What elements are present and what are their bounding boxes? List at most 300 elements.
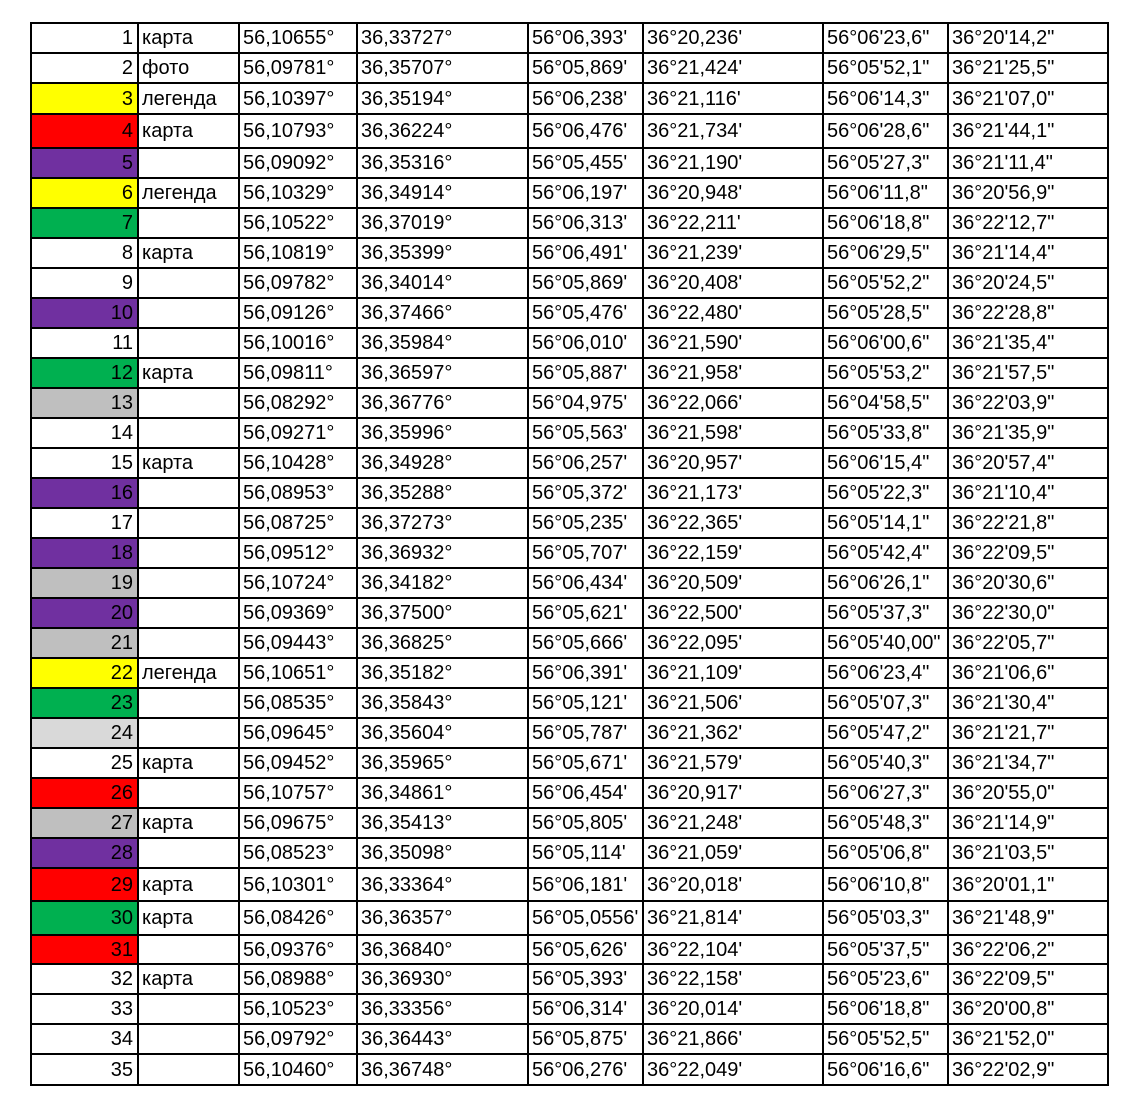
label-cell[interactable]: фото [138,53,239,83]
latitude-dms-cell[interactable]: 56°06'16,6" [823,1054,948,1085]
latitude-decimal-cell[interactable]: 56,10757° [239,778,357,808]
latitude-decimal-cell[interactable]: 56,09512° [239,538,357,568]
latitude-dm-cell[interactable]: 56°06,181' [528,868,643,901]
latitude-decimal-cell[interactable]: 56,10016° [239,328,357,358]
latitude-dms-cell[interactable]: 56°04'58,5" [823,388,948,418]
longitude-decimal-cell[interactable]: 36,35413° [357,808,528,838]
table-row [31,901,1108,935]
longitude-decimal-cell[interactable]: 36,34928° [357,448,528,478]
latitude-decimal-cell[interactable]: 56,09369° [239,598,357,628]
label-cell[interactable]: карта [138,358,239,388]
row-number-cell[interactable]: 7 [31,208,138,238]
longitude-dms-cell[interactable]: 36°22'21,8" [948,508,1108,538]
longitude-dms-cell[interactable]: 36°22'03,9" [948,388,1108,418]
longitude-dm-cell[interactable]: 36°20,917' [643,778,823,808]
longitude-dm-cell[interactable]: 36°22,500' [643,598,823,628]
latitude-dms-cell[interactable]: 56°05'52,1" [823,53,948,83]
row-number-cell[interactable]: 19 [31,568,138,598]
latitude-dm-cell[interactable]: 56°05,671' [528,748,643,778]
label-cell[interactable] [138,718,239,748]
latitude-decimal-cell[interactable]: 56,09126° [239,298,357,328]
longitude-decimal-cell[interactable]: 36,35707° [357,53,528,83]
latitude-decimal-cell[interactable]: 56,10460° [239,1054,357,1085]
row-number-cell[interactable]: 31 [31,935,138,964]
latitude-dms-cell[interactable]: 56°05'40,3" [823,748,948,778]
latitude-dms-cell[interactable]: 56°06'26,1" [823,568,948,598]
longitude-dms-cell[interactable]: 36°21'57,5" [948,358,1108,388]
longitude-decimal-cell[interactable]: 36,35843° [357,688,528,718]
latitude-decimal-cell[interactable]: 56,10724° [239,568,357,598]
row-number-cell[interactable]: 32 [31,964,138,994]
latitude-dm-cell[interactable]: 56°05,563' [528,418,643,448]
latitude-decimal-cell[interactable]: 56,08725° [239,508,357,538]
longitude-dm-cell[interactable]: 36°20,236' [643,23,823,53]
latitude-decimal-cell[interactable]: 56,10523° [239,994,357,1024]
label-cell[interactable]: легенда [138,178,239,208]
table-row [31,628,1108,658]
latitude-dms-cell[interactable]: 56°05'48,3" [823,808,948,838]
table-row [31,598,1108,628]
longitude-dm-cell[interactable]: 36°22,104' [643,935,823,964]
longitude-dm-cell[interactable]: 36°22,095' [643,628,823,658]
longitude-dm-cell[interactable]: 36°21,814' [643,901,823,935]
latitude-dm-cell[interactable]: 56°06,197' [528,178,643,208]
longitude-dms-cell[interactable]: 36°22'02,9" [948,1054,1108,1085]
row-number-cell[interactable]: 6 [31,178,138,208]
longitude-dms-cell[interactable]: 36°20'56,9" [948,178,1108,208]
row-number-cell[interactable]: 22 [31,658,138,688]
latitude-decimal-cell[interactable]: 56,08953° [239,478,357,508]
latitude-dm-cell[interactable]: 56°05,114' [528,838,643,868]
table-row [31,508,1108,538]
latitude-dms-cell[interactable]: 56°05'27,3" [823,148,948,178]
table-row [31,298,1108,328]
latitude-dm-cell[interactable]: 56°06,010' [528,328,643,358]
table-row [31,568,1108,598]
latitude-dms-cell[interactable]: 56°06'29,5" [823,238,948,268]
longitude-decimal-cell[interactable]: 36,34914° [357,178,528,208]
longitude-dm-cell[interactable]: 36°22,049' [643,1054,823,1085]
longitude-dms-cell[interactable]: 36°21'14,4" [948,238,1108,268]
label-cell[interactable]: карта [138,748,239,778]
longitude-dms-cell[interactable]: 36°22'12,7" [948,208,1108,238]
row-number-cell[interactable]: 11 [31,328,138,358]
longitude-dms-cell[interactable]: 36°20'57,4" [948,448,1108,478]
longitude-dm-cell[interactable]: 36°21,109' [643,658,823,688]
latitude-dm-cell[interactable]: 56°06,491' [528,238,643,268]
row-number-cell[interactable]: 24 [31,718,138,748]
latitude-decimal-cell[interactable]: 56,10819° [239,238,357,268]
longitude-decimal-cell[interactable]: 36,37500° [357,598,528,628]
longitude-dms-cell[interactable]: 36°20'01,1" [948,868,1108,901]
longitude-decimal-cell[interactable]: 36,33364° [357,868,528,901]
row-number-cell[interactable]: 16 [31,478,138,508]
row-number-cell[interactable]: 13 [31,388,138,418]
longitude-dm-cell[interactable]: 36°21,173' [643,478,823,508]
longitude-dms-cell[interactable]: 36°20'24,5" [948,268,1108,298]
longitude-decimal-cell[interactable]: 36,35604° [357,718,528,748]
label-cell[interactable] [138,328,239,358]
table-row [31,964,1108,994]
longitude-decimal-cell[interactable]: 36,37019° [357,208,528,238]
row-number-cell[interactable]: 15 [31,448,138,478]
latitude-decimal-cell[interactable]: 56,10793° [239,114,357,148]
longitude-dm-cell[interactable]: 36°21,506' [643,688,823,718]
latitude-dms-cell[interactable]: 56°05'42,4" [823,538,948,568]
label-cell[interactable] [138,388,239,418]
longitude-dm-cell[interactable]: 36°20,957' [643,448,823,478]
latitude-decimal-cell[interactable]: 56,09092° [239,148,357,178]
label-cell[interactable] [138,298,239,328]
table-row [31,538,1108,568]
longitude-decimal-cell[interactable]: 36,34861° [357,778,528,808]
longitude-decimal-cell[interactable]: 36,35098° [357,838,528,868]
coordinates-table [30,22,1109,1086]
longitude-decimal-cell[interactable]: 36,37273° [357,508,528,538]
longitude-dm-cell[interactable]: 36°21,866' [643,1024,823,1054]
row-number-cell[interactable]: 18 [31,538,138,568]
longitude-decimal-cell[interactable]: 36,37466° [357,298,528,328]
latitude-dm-cell[interactable]: 56°06,238' [528,83,643,114]
latitude-dm-cell[interactable]: 56°06,314' [528,994,643,1024]
coordinates-table-body [31,23,1108,1085]
longitude-dms-cell[interactable]: 36°21'35,9" [948,418,1108,448]
longitude-decimal-cell[interactable]: 36,36443° [357,1024,528,1054]
longitude-decimal-cell[interactable]: 36,35182° [357,658,528,688]
latitude-dm-cell[interactable]: 56°05,707' [528,538,643,568]
longitude-decimal-cell[interactable]: 36,36597° [357,358,528,388]
longitude-decimal-cell[interactable]: 36,33727° [357,23,528,53]
longitude-dm-cell[interactable]: 36°21,059' [643,838,823,868]
latitude-dm-cell[interactable]: 56°06,257' [528,448,643,478]
latitude-dms-cell[interactable]: 56°05'03,3" [823,901,948,935]
longitude-dm-cell[interactable]: 36°20,014' [643,994,823,1024]
row-number-cell[interactable]: 20 [31,598,138,628]
latitude-decimal-cell[interactable]: 56,10397° [239,83,357,114]
latitude-dm-cell[interactable]: 56°05,0556' [528,901,643,935]
latitude-dms-cell[interactable]: 56°05'22,3" [823,478,948,508]
row-number-cell[interactable]: 14 [31,418,138,448]
latitude-dm-cell[interactable]: 56°05,621' [528,598,643,628]
longitude-dm-cell[interactable]: 36°21,958' [643,358,823,388]
latitude-decimal-cell[interactable]: 56,09271° [239,418,357,448]
longitude-dm-cell[interactable]: 36°20,018' [643,868,823,901]
row-number-cell[interactable]: 4 [31,114,138,148]
longitude-decimal-cell[interactable]: 36,35194° [357,83,528,114]
latitude-dm-cell[interactable]: 56°06,276' [528,1054,643,1085]
latitude-dm-cell[interactable]: 56°05,787' [528,718,643,748]
latitude-decimal-cell[interactable]: 56,09443° [239,628,357,658]
label-cell[interactable]: карта [138,808,239,838]
longitude-decimal-cell[interactable]: 36,34182° [357,568,528,598]
longitude-dm-cell[interactable]: 36°22,158' [643,964,823,994]
longitude-dm-cell[interactable]: 36°22,365' [643,508,823,538]
row-number-cell[interactable]: 2 [31,53,138,83]
longitude-dms-cell[interactable]: 36°21'07,0" [948,83,1108,114]
longitude-dm-cell[interactable]: 36°21,424' [643,53,823,83]
label-cell[interactable] [138,1024,239,1054]
longitude-dms-cell[interactable]: 36°21'34,7" [948,748,1108,778]
row-number-cell[interactable]: 8 [31,238,138,268]
row-number-cell[interactable]: 5 [31,148,138,178]
latitude-dm-cell[interactable]: 56°06,391' [528,658,643,688]
row-number-cell[interactable]: 33 [31,994,138,1024]
latitude-decimal-cell[interactable]: 56,10655° [239,23,357,53]
latitude-decimal-cell[interactable]: 56,10651° [239,658,357,688]
row-number-cell[interactable]: 10 [31,298,138,328]
latitude-dm-cell[interactable]: 56°05,455' [528,148,643,178]
latitude-dm-cell[interactable]: 56°06,476' [528,114,643,148]
label-cell[interactable] [138,994,239,1024]
longitude-dms-cell[interactable]: 36°21'52,0" [948,1024,1108,1054]
label-cell[interactable]: легенда [138,658,239,688]
longitude-dms-cell[interactable]: 36°22'05,7" [948,628,1108,658]
longitude-decimal-cell[interactable]: 36,33356° [357,994,528,1024]
label-cell[interactable]: карта [138,238,239,268]
row-number-cell[interactable]: 25 [31,748,138,778]
table-row [31,328,1108,358]
latitude-dm-cell[interactable]: 56°05,121' [528,688,643,718]
longitude-dms-cell[interactable]: 36°21'03,5" [948,838,1108,868]
longitude-dms-cell[interactable]: 36°22'06,2" [948,935,1108,964]
latitude-dms-cell[interactable]: 56°06'28,6" [823,114,948,148]
longitude-dm-cell[interactable]: 36°21,734' [643,114,823,148]
latitude-dm-cell[interactable]: 56°06,313' [528,208,643,238]
latitude-dms-cell[interactable]: 56°06'10,8" [823,868,948,901]
label-cell[interactable] [138,598,239,628]
latitude-dm-cell[interactable]: 56°05,626' [528,935,643,964]
latitude-decimal-cell[interactable]: 56,08426° [239,901,357,935]
latitude-dm-cell[interactable]: 56°05,805' [528,808,643,838]
longitude-dm-cell[interactable]: 36°20,948' [643,178,823,208]
longitude-decimal-cell[interactable]: 36,36748° [357,1054,528,1085]
longitude-decimal-cell[interactable]: 36,36825° [357,628,528,658]
label-cell[interactable] [138,778,239,808]
latitude-dms-cell[interactable]: 56°06'23,6" [823,23,948,53]
label-cell[interactable] [138,568,239,598]
label-cell[interactable]: карта [138,901,239,935]
longitude-dms-cell[interactable]: 36°21'35,4" [948,328,1108,358]
longitude-dm-cell[interactable]: 36°21,598' [643,418,823,448]
longitude-dms-cell[interactable]: 36°20'55,0" [948,778,1108,808]
latitude-dm-cell[interactable]: 56°05,393' [528,964,643,994]
table-row [31,418,1108,448]
longitude-decimal-cell[interactable]: 36,35965° [357,748,528,778]
longitude-dm-cell[interactable]: 36°21,590' [643,328,823,358]
latitude-dms-cell[interactable]: 56°06'23,4" [823,658,948,688]
longitude-dm-cell[interactable]: 36°21,579' [643,748,823,778]
latitude-decimal-cell[interactable]: 56,10301° [239,868,357,901]
longitude-dms-cell[interactable]: 36°22'30,0" [948,598,1108,628]
row-number-cell[interactable]: 26 [31,778,138,808]
latitude-decimal-cell[interactable]: 56,10428° [239,448,357,478]
longitude-dm-cell[interactable]: 36°22,159' [643,538,823,568]
latitude-decimal-cell[interactable]: 56,09645° [239,718,357,748]
row-number-cell[interactable]: 30 [31,901,138,935]
longitude-dms-cell[interactable]: 36°21'11,4" [948,148,1108,178]
row-number-cell[interactable]: 1 [31,23,138,53]
longitude-decimal-cell[interactable]: 36,36932° [357,538,528,568]
latitude-dms-cell[interactable]: 56°05'28,5" [823,298,948,328]
latitude-dms-cell[interactable]: 56°05'07,3" [823,688,948,718]
latitude-decimal-cell[interactable]: 56,09782° [239,268,357,298]
latitude-dm-cell[interactable]: 56°05,476' [528,298,643,328]
longitude-dms-cell[interactable]: 36°20'00,8" [948,994,1108,1024]
latitude-dms-cell[interactable]: 56°05'40,00" [823,628,948,658]
latitude-dms-cell[interactable]: 56°06'11,8" [823,178,948,208]
latitude-dm-cell[interactable]: 56°05,869' [528,268,643,298]
longitude-dms-cell[interactable]: 36°21'25,5" [948,53,1108,83]
label-cell[interactable]: карта [138,448,239,478]
row-number-cell[interactable]: 27 [31,808,138,838]
longitude-decimal-cell[interactable]: 36,36930° [357,964,528,994]
longitude-decimal-cell[interactable]: 36,35288° [357,478,528,508]
latitude-dm-cell[interactable]: 56°05,666' [528,628,643,658]
latitude-dm-cell[interactable]: 56°06,434' [528,568,643,598]
longitude-dms-cell[interactable]: 36°21'21,7" [948,718,1108,748]
row-number-cell[interactable]: 34 [31,1024,138,1054]
latitude-dms-cell[interactable]: 56°06'00,6" [823,328,948,358]
longitude-decimal-cell[interactable]: 36,35996° [357,418,528,448]
latitude-dm-cell[interactable]: 56°06,393' [528,23,643,53]
label-cell[interactable] [138,148,239,178]
label-cell[interactable]: карта [138,964,239,994]
longitude-dms-cell[interactable]: 36°21'44,1" [948,114,1108,148]
longitude-dm-cell[interactable]: 36°22,211' [643,208,823,238]
label-cell[interactable] [138,838,239,868]
table-row [31,148,1108,178]
label-cell[interactable] [138,688,239,718]
longitude-dms-cell[interactable]: 36°22'09,5" [948,964,1108,994]
latitude-decimal-cell[interactable]: 56,08523° [239,838,357,868]
longitude-decimal-cell[interactable]: 36,34014° [357,268,528,298]
row-number-cell[interactable]: 3 [31,83,138,114]
latitude-decimal-cell[interactable]: 56,09675° [239,808,357,838]
latitude-dms-cell[interactable]: 56°05'37,3" [823,598,948,628]
latitude-dm-cell[interactable]: 56°05,235' [528,508,643,538]
table-row [31,868,1108,901]
row-number-cell[interactable]: 21 [31,628,138,658]
longitude-dms-cell[interactable]: 36°21'10,4" [948,478,1108,508]
longitude-dm-cell[interactable]: 36°21,239' [643,238,823,268]
row-number-cell[interactable]: 23 [31,688,138,718]
latitude-decimal-cell[interactable]: 56,08292° [239,388,357,418]
table-row [31,448,1108,478]
longitude-dms-cell[interactable]: 36°21'14,9" [948,808,1108,838]
latitude-decimal-cell[interactable]: 56,10522° [239,208,357,238]
longitude-dms-cell[interactable]: 36°22'28,8" [948,298,1108,328]
latitude-dms-cell[interactable]: 56°06'15,4" [823,448,948,478]
table-row [31,748,1108,778]
latitude-dms-cell[interactable]: 56°05'37,5" [823,935,948,964]
label-cell[interactable] [138,478,239,508]
label-cell[interactable] [138,268,239,298]
latitude-decimal-cell[interactable]: 56,09452° [239,748,357,778]
latitude-decimal-cell[interactable]: 56,08988° [239,964,357,994]
row-number-cell[interactable]: 9 [31,268,138,298]
longitude-dms-cell[interactable]: 36°20'30,6" [948,568,1108,598]
longitude-dm-cell[interactable]: 36°21,190' [643,148,823,178]
longitude-dm-cell[interactable]: 36°21,248' [643,808,823,838]
longitude-dm-cell[interactable]: 36°21,362' [643,718,823,748]
latitude-dm-cell[interactable]: 56°05,372' [528,478,643,508]
label-cell[interactable]: карта [138,114,239,148]
latitude-dms-cell[interactable]: 56°06'18,8" [823,994,948,1024]
longitude-dm-cell[interactable]: 36°20,408' [643,268,823,298]
latitude-dms-cell[interactable]: 56°06'18,8" [823,208,948,238]
latitude-decimal-cell[interactable]: 56,10329° [239,178,357,208]
longitude-decimal-cell[interactable]: 36,36840° [357,935,528,964]
longitude-decimal-cell[interactable]: 36,36224° [357,114,528,148]
latitude-dm-cell[interactable]: 56°05,869' [528,53,643,83]
label-cell[interactable] [138,418,239,448]
latitude-decimal-cell[interactable]: 56,09792° [239,1024,357,1054]
latitude-dm-cell[interactable]: 56°05,887' [528,358,643,388]
latitude-dms-cell[interactable]: 56°05'52,2" [823,268,948,298]
latitude-dms-cell[interactable]: 56°05'14,1" [823,508,948,538]
latitude-dm-cell[interactable]: 56°05,875' [528,1024,643,1054]
latitude-dms-cell[interactable]: 56°06'14,3" [823,83,948,114]
row-number-cell[interactable]: 12 [31,358,138,388]
row-number-cell[interactable]: 29 [31,868,138,901]
latitude-decimal-cell[interactable]: 56,09781° [239,53,357,83]
longitude-dms-cell[interactable]: 36°21'06,6" [948,658,1108,688]
longitude-dms-cell[interactable]: 36°22'09,5" [948,538,1108,568]
label-cell[interactable]: легенда [138,83,239,114]
latitude-dms-cell[interactable]: 56°05'53,2" [823,358,948,388]
latitude-dms-cell[interactable]: 56°05'47,2" [823,718,948,748]
longitude-decimal-cell[interactable]: 36,35316° [357,148,528,178]
label-cell[interactable] [138,935,239,964]
longitude-dm-cell[interactable]: 36°21,116' [643,83,823,114]
latitude-decimal-cell[interactable]: 56,09376° [239,935,357,964]
latitude-dms-cell[interactable]: 56°05'52,5" [823,1024,948,1054]
longitude-decimal-cell[interactable]: 36,35399° [357,238,528,268]
row-number-cell[interactable]: 28 [31,838,138,868]
latitude-dm-cell[interactable]: 56°06,454' [528,778,643,808]
table-row [31,994,1108,1024]
label-cell[interactable] [138,508,239,538]
row-number-cell[interactable]: 35 [31,1054,138,1085]
latitude-dms-cell[interactable]: 56°05'23,6" [823,964,948,994]
label-cell[interactable] [138,538,239,568]
label-cell[interactable]: карта [138,868,239,901]
longitude-dm-cell[interactable]: 36°20,509' [643,568,823,598]
label-cell[interactable] [138,1054,239,1085]
longitude-decimal-cell[interactable]: 36,36357° [357,901,528,935]
label-cell[interactable]: карта [138,23,239,53]
longitude-dms-cell[interactable]: 36°21'48,9" [948,901,1108,935]
latitude-decimal-cell[interactable]: 56,08535° [239,688,357,718]
label-cell[interactable] [138,208,239,238]
latitude-decimal-cell[interactable]: 56,09811° [239,358,357,388]
longitude-decimal-cell[interactable]: 36,35984° [357,328,528,358]
label-cell[interactable] [138,628,239,658]
longitude-decimal-cell[interactable]: 36,36776° [357,388,528,418]
table-row [31,23,1108,53]
longitude-dm-cell[interactable]: 36°22,480' [643,298,823,328]
table-row [31,478,1108,508]
latitude-dm-cell[interactable]: 56°04,975' [528,388,643,418]
longitude-dms-cell[interactable]: 36°20'14,2" [948,23,1108,53]
latitude-dms-cell[interactable]: 56°06'27,3" [823,778,948,808]
table-row [31,114,1108,148]
longitude-dms-cell[interactable]: 36°21'30,4" [948,688,1108,718]
longitude-dm-cell[interactable]: 36°22,066' [643,388,823,418]
row-number-cell[interactable]: 17 [31,508,138,538]
latitude-dms-cell[interactable]: 56°05'06,8" [823,838,948,868]
latitude-dms-cell[interactable]: 56°05'33,8" [823,418,948,448]
